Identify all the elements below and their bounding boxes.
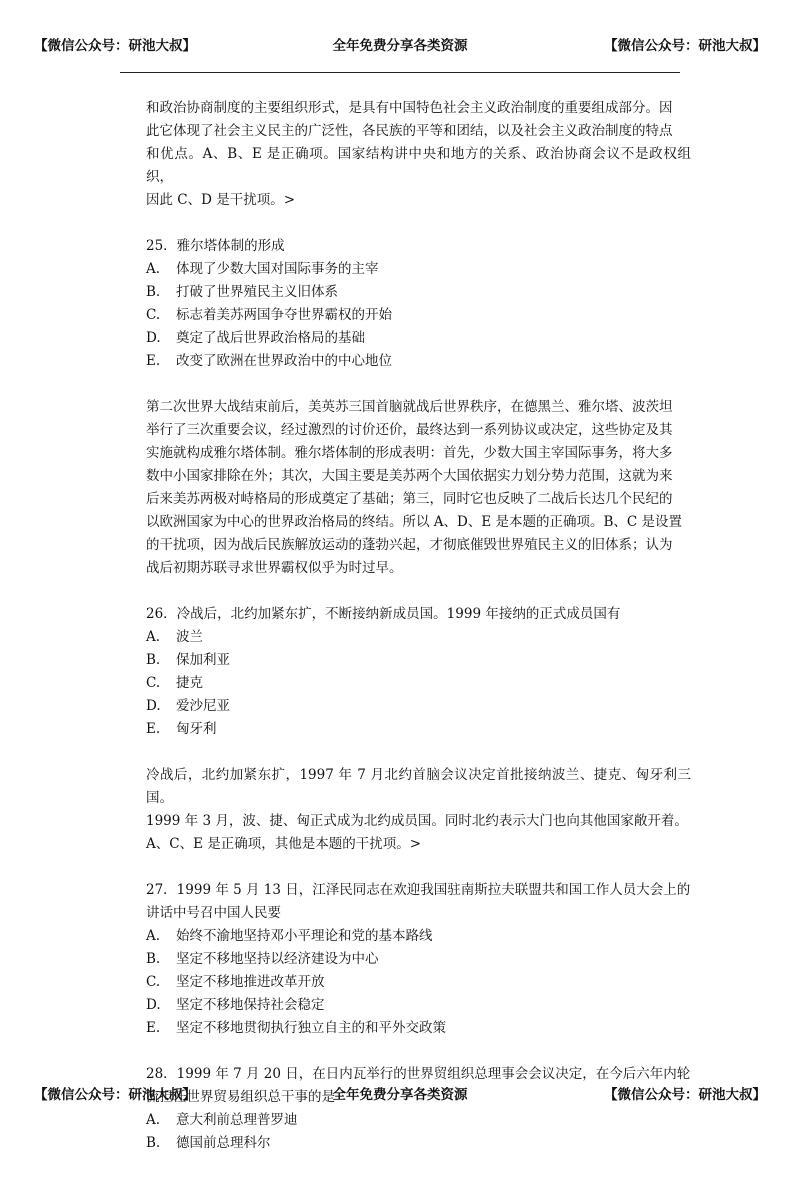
option-label: B. [146, 1135, 161, 1151]
header-center-label: 全年免费分享各类资源 [332, 38, 468, 54]
option-text: 体现了少数大国对国际事务的主宰 [176, 261, 379, 277]
footer-center-label: 全年免费分享各类资源 [332, 1087, 468, 1103]
option-label: C. [146, 974, 161, 990]
option-label: A. [146, 261, 161, 277]
option-label: A. [146, 629, 161, 645]
option-label: A. [146, 1112, 161, 1128]
option-list [146, 258, 691, 373]
question-stem: 讲话中号召中国人民要 [146, 905, 281, 921]
option-label: B. [146, 951, 161, 967]
explanation-line: 此它体现了社会主义民主的广泛性，各民族的平等和团结，以及社会主义政治制度的特点 [146, 123, 673, 139]
option-text: 意大利前总理普罗迪 [176, 1112, 298, 1128]
explanation-line: 实施就构成雅尔塔体制。雅尔塔体制的形成表明：首先，少数大国主宰国际事务，将大多 [146, 445, 673, 461]
option-item [146, 925, 691, 948]
explanation-block [146, 764, 691, 856]
option-text: 坚定不移地坚持以经济建设为中心 [176, 951, 379, 967]
page-header [0, 34, 800, 56]
option-label: D. [146, 698, 161, 714]
option-text: 改变了欧洲在世界政治中的中心地位 [176, 353, 392, 369]
question-stem: 27．1999 年 5 月 13 日，江泽民同志在欢迎我国驻南斯拉夫联盟共和国工作人员大会上的 [146, 882, 691, 898]
footer-left-label: 【微信公众号：研池大叔】 [34, 1087, 196, 1103]
document-body [146, 97, 691, 1178]
question-block [146, 235, 691, 373]
option-text: 始终不渝地坚持邓小平理论和党的基本路线 [176, 928, 433, 944]
option-label: E. [146, 721, 161, 737]
question-block [146, 603, 691, 741]
header-right-label: 【微信公众号：研池大叔】 [604, 38, 766, 54]
question-block [146, 879, 691, 1040]
option-item [146, 1132, 691, 1155]
option-label: D. [146, 330, 161, 346]
option-label: A. [146, 928, 161, 944]
option-item [146, 327, 691, 350]
footer-right-label: 【微信公众号：研池大叔】 [604, 1087, 766, 1103]
option-label: C. [146, 675, 161, 691]
option-item [146, 304, 691, 327]
question-block [146, 1063, 691, 1155]
option-list [146, 626, 691, 741]
explanation-block [146, 97, 691, 212]
explanation-line: 第二次世界大战结束前后，美英苏三国首脑就战后世界秩序，在德黑兰、雅尔塔、波茨坦 [146, 399, 673, 415]
option-item [146, 281, 691, 304]
option-text: 波兰 [176, 629, 203, 645]
option-item [146, 350, 691, 373]
option-text: 打破了世界殖民主义旧体系 [176, 284, 338, 300]
option-label: B. [146, 284, 161, 300]
option-item [146, 971, 691, 994]
explanation-line: 1999 年 3 月，波、捷、匈正式成为北约成员国。同时北约表示大门也向其他国家敞开着。 [146, 813, 688, 829]
option-item [146, 994, 691, 1017]
option-text: 德国前总理科尔 [176, 1135, 271, 1151]
option-label: D. [146, 997, 161, 1013]
option-item [146, 695, 691, 718]
option-item [146, 718, 691, 741]
option-text: 坚定不移地保持社会稳定 [176, 997, 325, 1013]
option-item [146, 672, 691, 695]
option-item [146, 1017, 691, 1040]
option-label: E. [146, 1020, 161, 1036]
option-list [146, 1109, 691, 1155]
option-text: 保加利亚 [176, 652, 230, 668]
question-stem: 28．1999 年 7 月 20 日，在日内瓦举行的世界贸组织总理事会会议决定，在今后六年内轮 [146, 1066, 691, 1082]
option-list [146, 925, 691, 1040]
option-label: E. [146, 353, 161, 369]
header-left-label: 【微信公众号：研池大叔】 [34, 38, 196, 54]
option-item [146, 258, 691, 281]
explanation-line: 以欧洲国家为中心的世界政治格局的终结。所以 A、D、E 是本题的正确项。B、C 是设置 [146, 514, 683, 530]
question-stem: 26．冷战后，北约加紧东扩，不断接纳新成员国。1999 年接纳的正式成员国有 [146, 606, 621, 622]
explanation-line: 因此 C、D 是干扰项。> [146, 192, 296, 208]
option-item [146, 1109, 691, 1132]
option-text: 标志着美苏两国争夺世界霸权的开始 [176, 307, 392, 323]
option-text: 奠定了战后世界政治格局的基础 [176, 330, 365, 346]
header-divider [120, 72, 680, 73]
page-footer [0, 1083, 800, 1105]
explanation-line: 和政治协商制度的主要组织形式，是具有中国特色社会主义政治制度的重要组成部分。因 [146, 100, 673, 116]
option-item [146, 649, 691, 672]
option-label: C. [146, 307, 161, 323]
explanation-line: 战后初期苏联寻求世界霸权似乎为时过早。 [146, 560, 403, 576]
explanation-line: A、C、E 是正确项，其他是本题的干扰项。> [146, 836, 422, 852]
question-stem: 流担任世界贸易组织总干事的是 [146, 1089, 335, 1105]
option-text: 捷克 [176, 675, 203, 691]
explanation-line: 后来美苏两极对峙格局的形成奠定了基础；第三，同时它也反映了二战后长达几个民纪的 [146, 491, 673, 507]
explanation-line: 的干扰项，因为战后民族解放运动的蓬勃兴起，才彻底催毁世界殖民主义的旧体系；认为 [146, 537, 673, 553]
option-text: 坚定不移地贯彻执行独立自主的和平外交政策 [176, 1020, 446, 1036]
explanation-line: 数中小国家排除在外；其次，大国主要是美苏两个大国依据实力划分势力范围，这就为来 [146, 468, 673, 484]
explanation-line: 和优点。A、B、E 是正确项。国家结构讲中央和地方的关系、政治协商会议不是政权组织， [146, 146, 691, 185]
option-text: 匈牙利 [176, 721, 217, 737]
explanation-line: 冷战后，北约加紧东扩，1997 年 7 月北约首脑会议决定首批接纳波兰、捷克、匈牙利三国。 [146, 767, 691, 806]
option-item [146, 948, 691, 971]
option-text: 坚定不移地推进改革开放 [176, 974, 325, 990]
option-label: B. [146, 652, 161, 668]
option-item [146, 626, 691, 649]
question-stem: 25．雅尔塔体制的形成 [146, 238, 285, 254]
explanation-line: 举行了三次重要会议，经过激烈的讨价还价，最终达到一系列协议或决定，这些协定及其 [146, 422, 673, 438]
explanation-block [146, 396, 691, 580]
option-text: 爱沙尼亚 [176, 698, 230, 714]
